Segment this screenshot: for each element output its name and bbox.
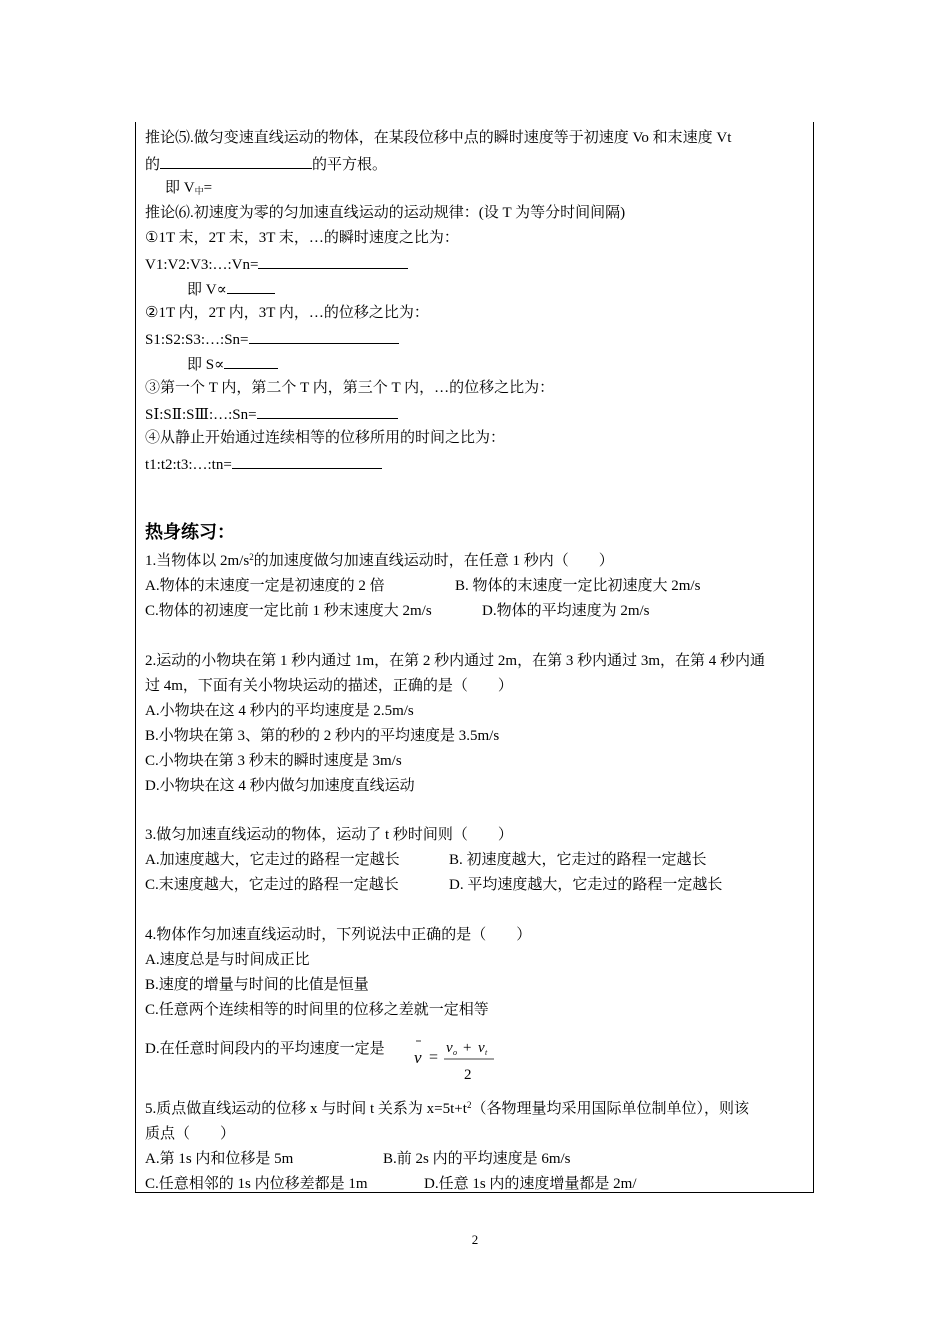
vmid-post: =	[203, 180, 213, 196]
blank-line[interactable]	[160, 153, 312, 169]
inference6-title: 推论⑹.初速度为零的匀加速直线运动的运动规律：(设 T 为等分时间间隔)	[145, 205, 626, 221]
q1-option-c: C.物体的初速度一定比前 1 秒末速度大 2m/s	[145, 603, 432, 619]
q2-stem-line2: 过 4m，下面有关小物块运动的描述，正确的是（ ）	[145, 678, 513, 694]
formula-eq: =	[429, 1049, 439, 1066]
q1-stem	[145, 551, 614, 571]
q3-option-d: D. 平均速度越大，它走过的路程一定越长	[449, 877, 723, 893]
q2-option-b: B.小物块在第 3、第的秒的 2 秒内的平均速度是 3.5m/s	[145, 728, 500, 744]
rule4-title: ④从静止开始通过连续相等的位移所用的时间之比为：	[145, 430, 506, 446]
q5-stem-post: （各物理量均采用国际单位制单位），则该	[471, 1101, 749, 1117]
formula-num-v2: v	[478, 1040, 485, 1056]
q1-option-b: B. 物体的末速度一定比初速度大 2m/s	[455, 578, 701, 594]
q3-option-a: A.加速度越大，它走过的路程一定越长	[145, 852, 400, 868]
q3-stem: 3.做匀加速直线运动的物体，运动了 t 秒时间则（ ）	[145, 827, 513, 843]
q2-option-c: C.小物块在第 3 秒末的瞬时速度是 3m/s	[145, 753, 402, 769]
q4-option-a: A.速度总是与时间成正比	[145, 952, 310, 968]
vmid-sub: 中	[194, 186, 204, 196]
q5-option-b: B.前 2s 内的平均速度是 6m/s	[383, 1151, 571, 1167]
vmid-pre: 即 V	[165, 180, 195, 196]
inference5-line1: 推论⑸.做匀变速直线运动的物体，在某段位移中点的瞬时速度等于初速度 Vo 和末速度 Vt	[145, 130, 732, 146]
blank-line[interactable]	[249, 328, 399, 344]
page-number: 2	[471, 1232, 479, 1247]
q4-option-c: C.任意两个连续相等的时间里的位移之差就一定相等	[145, 1002, 489, 1018]
vmid-formula	[165, 178, 212, 201]
inference5-line2-pre: 的	[145, 157, 161, 173]
rule4-ratio	[145, 453, 382, 475]
rule2-ratio-label: S1:S2:S3:…:Sn=	[145, 332, 249, 348]
rule1-prop-label: 即 V∝	[187, 282, 227, 298]
rule4-ratio-label: t1:t2:t3:…:tn=	[145, 457, 232, 473]
inference5-line2	[145, 153, 387, 175]
blank-line[interactable]	[232, 453, 382, 469]
q1-option-d: D.物体的平均速度为 2m/s	[482, 603, 650, 619]
rule3-ratio	[145, 403, 398, 425]
formula-den: 2	[464, 1067, 472, 1083]
q5-option-d: D.任意 1s 内的速度增量都是 2m/	[424, 1176, 637, 1192]
rule2-prop-label: 即 S∝	[187, 357, 225, 373]
rule1-prop	[187, 278, 275, 300]
q4-option-d: D.在任意时间段内的平均速度一定是	[145, 1041, 385, 1057]
q3-option-c: C.末速度越大，它走过的路程一定越长	[145, 877, 399, 893]
q1-option-a: A.物体的末速度一定是初速度的 2 倍	[145, 578, 385, 594]
q5-stem-line2: 质点（ ）	[145, 1126, 236, 1142]
rule1-title: ①1T 末，2T 末，3T 末，…的瞬时速度之比为：	[145, 230, 459, 246]
formula-num-sub1: o	[453, 1048, 457, 1057]
q5-option-a: A.第 1s 内和位移是 5m	[145, 1151, 294, 1167]
formula-num-sub2: t	[485, 1048, 488, 1057]
formula-v: v	[414, 1048, 422, 1067]
warmup-heading: 热身练习：	[145, 522, 235, 543]
rule3-title: ③第一个 T 内，第二个 T 内，第三个 T 内，…的位移之比为：	[145, 380, 555, 396]
q2-option-a: A.小物块在这 4 秒内的平均速度是 2.5m/s	[145, 703, 414, 719]
q5-stem-line1	[145, 1099, 749, 1119]
blank-line[interactable]	[224, 353, 278, 369]
q1-stem-post: 的加速度做匀加速直线运动时，在任意 1 秒内（ ）	[253, 553, 614, 569]
q2-stem-line1: 2.运动的小物块在第 1 秒内通过 1m，在第 2 秒内通过 2m，在第 3 秒内通过 3m，在第 4 秒内通	[145, 653, 766, 669]
rule2-prop	[187, 353, 278, 375]
formula-num-v1: v	[446, 1040, 453, 1056]
q4-stem: 4.物体作匀加速直线运动时，下列说法中正确的是（ ）	[145, 927, 532, 943]
q1-stem-sup: 2	[249, 552, 254, 562]
q3-option-b: B. 初速度越大，它走过的路程一定越长	[449, 852, 707, 868]
q5-stem-pre: 5.质点做直线运动的位移 x 与时间 t 关系为 x=5t+t	[145, 1101, 467, 1117]
blank-line[interactable]	[257, 403, 398, 419]
q5-stem-sup: 2	[466, 1100, 472, 1110]
rule3-ratio-label: SⅠ:SⅡ:SⅢ:…:Sn=	[145, 407, 257, 423]
blank-line[interactable]	[227, 278, 275, 294]
q2-option-d: D.小物块在这 4 秒内做匀加速度直线运动	[145, 778, 415, 794]
inference5-line2-post: 的平方根。	[312, 157, 388, 173]
rule2-title: ②1T 内，2T 内，3T 内，…的位移之比为：	[145, 305, 429, 321]
q5-option-c: C.任意相邻的 1s 内位移差都是 1m	[145, 1176, 368, 1192]
formula-plus: +	[463, 1040, 472, 1056]
q4-option-b: B.速度的增量与时间的比值是恒量	[145, 977, 369, 993]
rule1-ratio-label: V1:V2:V3:…:Vn=	[145, 257, 259, 273]
rule2-ratio	[145, 328, 399, 350]
average-velocity-formula	[412, 1032, 502, 1088]
rule1-ratio	[145, 253, 408, 275]
blank-line[interactable]	[258, 253, 408, 269]
q1-stem-pre: 1.当物体以 2m/s	[145, 553, 250, 569]
